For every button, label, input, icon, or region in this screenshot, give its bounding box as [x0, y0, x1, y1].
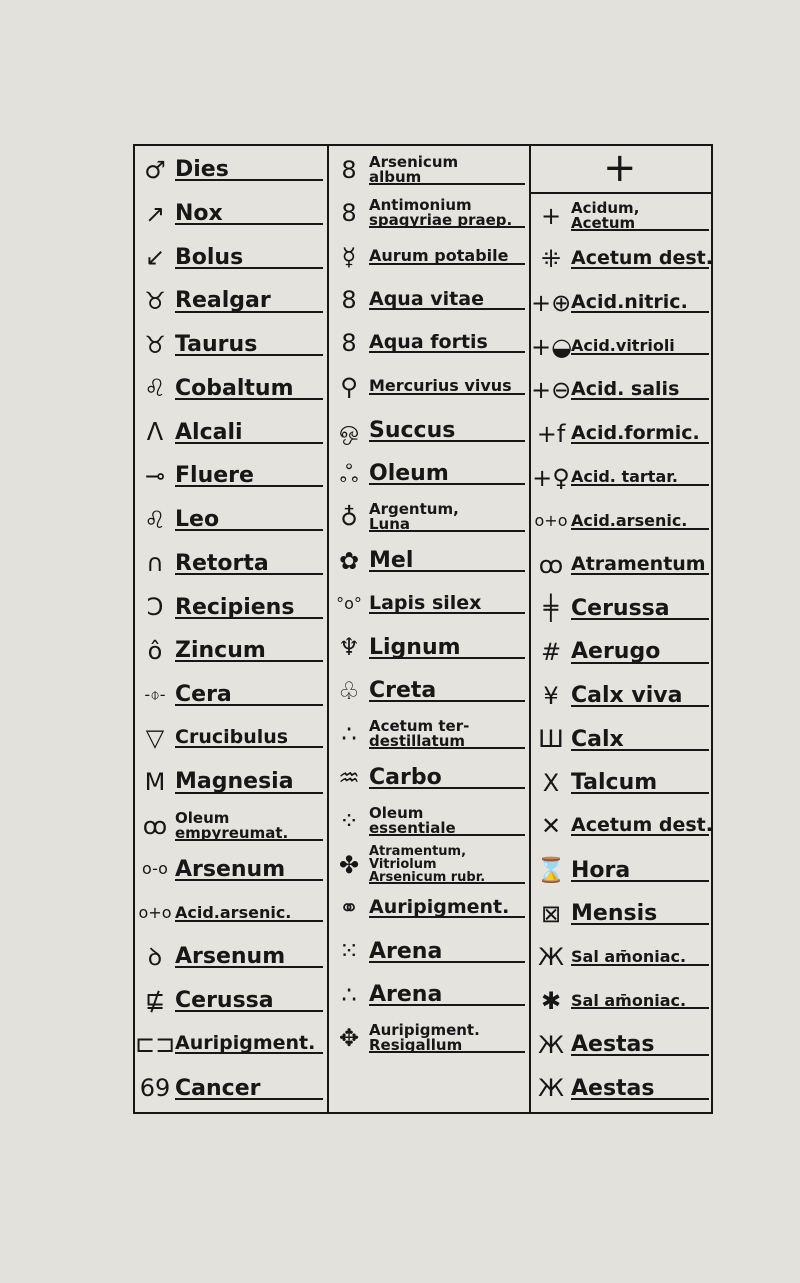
alchemical-symbol-icon: X: [542, 768, 560, 797]
symbol-meaning: [369, 766, 529, 789]
symbol-meaning: [369, 248, 529, 265]
symbol-row: [329, 235, 529, 278]
symbol-meaning: [175, 552, 327, 575]
meaning-line: Acetum: [571, 213, 636, 231]
symbol-row: [135, 804, 327, 848]
symbol-meaning: [571, 201, 713, 231]
symbol-row: [531, 717, 713, 761]
symbol-meaning: [175, 464, 327, 487]
symbol-meaning: [571, 338, 713, 355]
symbol-row: [531, 979, 713, 1023]
meaning-line: Acid.arsenic.: [175, 904, 292, 922]
symbol-row: [329, 799, 529, 842]
symbol-meaning: [175, 945, 327, 968]
symbol-column-3: [531, 146, 713, 1112]
alchemical-symbol-icon: ↗: [144, 199, 166, 228]
symbol-row: [531, 194, 713, 238]
alchemical-symbol-icon: ஒ: [338, 416, 360, 445]
symbol-meaning: [175, 858, 327, 881]
meaning-line: Cobaltum: [175, 376, 294, 401]
meaning-line: Leo: [175, 508, 220, 532]
symbol-meaning: [175, 289, 327, 312]
alchemical-symbol-icon: ♌: [144, 374, 166, 403]
meaning-line: Acidum,: [571, 200, 640, 217]
symbol-meaning: [175, 811, 327, 841]
meaning-line: Oleum: [369, 806, 424, 823]
symbol-row: [531, 674, 713, 718]
alchemical-symbol-icon: +⊖: [531, 376, 572, 405]
symbol-meaning: [571, 555, 713, 575]
symbol-meaning: [369, 594, 529, 614]
meaning-line: Aqua fortis: [369, 333, 488, 354]
alchemical-symbol-icon: ∴: [341, 720, 357, 749]
symbol-row: [135, 192, 327, 236]
symbol-meaning: [571, 469, 713, 486]
symbol-row: [531, 805, 713, 849]
meaning-line: Acid. tartar.: [571, 469, 678, 486]
meaning-line: Acid.vitrioli: [571, 338, 675, 356]
meaning-line: Bolus: [175, 245, 244, 269]
symbol-meaning: [571, 949, 713, 966]
symbol-column-2: [329, 146, 529, 1112]
meaning-line: Arsenicum rubr.: [369, 870, 486, 885]
symbol-meaning: [369, 462, 529, 485]
alchemical-symbol-icon: ♌: [144, 505, 166, 534]
symbol-row: [135, 716, 327, 760]
meaning-line: Arsenum: [175, 945, 286, 969]
symbol-row: [531, 281, 713, 325]
alchemical-symbol-icon: o-o: [142, 859, 168, 879]
alchemical-symbol-icon: ✤: [338, 850, 360, 879]
meaning-line: Mel: [369, 549, 414, 573]
meaning-line: Acetum ter-: [369, 719, 470, 736]
symbol-meaning: [175, 202, 327, 225]
meaning-line: Auripigment.: [369, 898, 510, 918]
alchemical-symbol-icon: ╪: [543, 594, 559, 623]
alchemical-symbol-icon: ▽: [145, 724, 165, 753]
meaning-line: Aestas: [571, 1076, 655, 1100]
meaning-line: destillatum: [369, 732, 466, 750]
symbol-row: [531, 368, 713, 412]
meaning-line: Recipiens: [175, 595, 295, 619]
alchemical-symbol-icon: ⁜: [540, 245, 562, 274]
symbol-meaning: [369, 419, 529, 442]
alchemical-symbol-icon: ஃ: [339, 459, 359, 488]
alchemical-symbol-icon: ♉: [144, 330, 166, 359]
meaning-line: Antimonium: [369, 198, 472, 215]
meaning-line: Resigallum: [369, 1036, 463, 1054]
symbol-meaning: [369, 719, 529, 749]
meaning-line: Vitriolum: [369, 857, 437, 873]
symbol-row: [329, 191, 529, 234]
meaning-line: Oleum: [369, 462, 449, 486]
alchemical-symbol-icon: ♁: [340, 503, 358, 532]
meaning-line: Calx: [571, 727, 624, 751]
meaning-line: Sal am̄oniac.: [571, 948, 687, 966]
meaning-line: Succus: [369, 418, 456, 442]
meaning-line: Argentum,: [369, 502, 459, 519]
alchemical-symbol-icon: ⁙: [338, 937, 360, 966]
alchemical-symbol-icon: Ж: [538, 1030, 564, 1059]
symbol-row: [135, 673, 327, 717]
alchemical-symbol-icon: 8: [341, 285, 357, 314]
alchemical-symbol-icon: ⋢: [144, 986, 166, 1015]
symbol-row: [329, 278, 529, 321]
alchemical-symbol-icon: 8: [341, 329, 357, 358]
symbol-row: [329, 148, 529, 191]
symbol-row: [135, 498, 327, 542]
symbol-meaning: [175, 989, 327, 1012]
symbol-meaning: [571, 771, 713, 794]
symbol-meaning: [571, 816, 713, 836]
symbol-meaning: [571, 1033, 713, 1056]
symbol-meaning: [571, 728, 713, 751]
symbol-row: [135, 585, 327, 629]
alchemical-symbol-icon: ⌛: [536, 856, 566, 885]
symbol-meaning: [369, 378, 529, 395]
meaning-line: Lignum: [369, 635, 461, 659]
symbol-meaning: [571, 424, 713, 444]
symbol-meaning: [369, 333, 529, 353]
symbol-meaning: [175, 1034, 327, 1054]
alchemical-symbol-icon: ∴: [341, 980, 357, 1009]
symbol-row: [329, 495, 529, 538]
alchemical-symbol-icon: ↙: [144, 243, 166, 272]
symbol-row: [135, 279, 327, 323]
symbol-row: [329, 582, 529, 625]
meaning-line: Arsenicum: [369, 154, 459, 171]
symbol-meaning: [571, 249, 713, 269]
alchemical-symbol-icon: ⊸: [144, 461, 166, 490]
symbol-meaning: [175, 377, 327, 400]
meaning-line: Aqua vitae: [369, 290, 484, 310]
meaning-line: Magnesia: [175, 770, 294, 794]
alchemical-symbol-icon: ¥: [543, 681, 559, 710]
meaning-line: Auripigment.: [369, 1023, 480, 1040]
symbol-row: [135, 760, 327, 804]
meaning-line: Acetum dest.: [571, 816, 713, 837]
symbol-meaning: [175, 333, 327, 356]
alchemical-symbol-icon: Ↄ: [146, 593, 164, 622]
symbol-row: [531, 761, 713, 805]
meaning-line: Nox: [175, 202, 223, 226]
alchemical-symbol-icon: 8: [341, 155, 357, 184]
symbol-column-1: [135, 146, 327, 1112]
meaning-line: Luna: [369, 515, 411, 533]
symbol-row: [531, 325, 713, 369]
meaning-line: Aerugo: [571, 640, 661, 664]
alchemical-symbol-icon: ✱: [540, 986, 562, 1015]
symbol-row: [329, 1017, 529, 1060]
symbol-meaning: [175, 421, 327, 444]
symbol-row: [329, 452, 529, 495]
symbol-meaning: [175, 683, 327, 706]
meaning-line: empyreumat.: [175, 823, 289, 841]
meaning-line: Calx viva: [571, 684, 683, 708]
symbol-row: [531, 456, 713, 500]
symbol-row: [329, 973, 529, 1016]
alchemical-symbol-icon: 8: [341, 199, 357, 228]
symbol-meaning: [175, 770, 327, 793]
symbol-row: [135, 935, 327, 979]
alchemical-symbol-icon: ☿: [341, 242, 357, 271]
alchemical-symbol-icon: ⚲: [340, 372, 358, 401]
alchemical-symbols-table: [133, 144, 713, 1114]
symbol-meaning: [175, 905, 327, 922]
symbol-meaning: [369, 502, 529, 532]
symbol-row: [531, 543, 713, 587]
meaning-line: Auripigment.: [175, 1034, 316, 1055]
meaning-line: Cera: [175, 683, 232, 707]
symbol-row: [531, 499, 713, 543]
symbol-meaning: [571, 513, 713, 530]
symbol-meaning: [175, 728, 327, 748]
meaning-line: Retorta: [175, 551, 269, 575]
meaning-line: Acid.formic.: [571, 423, 700, 444]
meaning-line: Atramentum: [571, 554, 706, 575]
symbol-row: [135, 1023, 327, 1067]
alchemical-symbol-icon: +⊕: [531, 289, 572, 318]
symbol-meaning: [571, 684, 713, 707]
alchemical-symbol-icon: ✕: [540, 812, 562, 841]
symbol-meaning: [571, 597, 713, 620]
symbol-meaning: [369, 679, 529, 702]
symbol-row: [135, 323, 327, 367]
meaning-line: Cancer: [175, 1076, 261, 1100]
symbol-row: [135, 148, 327, 192]
alchemical-symbol-icon: ô: [147, 636, 163, 665]
symbol-row: [531, 412, 713, 456]
alchemical-symbol-icon: ⁘: [338, 807, 360, 836]
alchemical-symbol-icon: 69: [139, 1074, 171, 1103]
symbol-meaning: [369, 549, 529, 572]
symbol-meaning: [571, 859, 713, 882]
alchemical-symbol-icon: ꝏ: [538, 550, 564, 579]
alchemical-symbol-icon: ꝺ: [147, 942, 163, 971]
meaning-line: Atramentum,: [369, 845, 467, 860]
symbol-row: [135, 629, 327, 673]
symbol-meaning: [369, 940, 529, 963]
symbol-row: [135, 235, 327, 279]
meaning-line: album: [369, 167, 422, 185]
symbol-row: [329, 756, 529, 799]
alchemical-symbol-icon: ♒: [338, 763, 360, 792]
meaning-line: Creta: [369, 679, 437, 703]
meaning-line: Lapis silex: [369, 594, 482, 614]
meaning-line: Aurum potabile: [369, 248, 509, 265]
alchemical-symbol-icon: ♆: [338, 633, 360, 662]
meaning-line: Acid.arsenic.: [571, 512, 688, 530]
symbol-row: [531, 1066, 713, 1110]
meaning-line: spagyriae praep.: [369, 211, 513, 229]
symbol-row: [531, 936, 713, 980]
symbol-row: [531, 630, 713, 674]
symbol-meaning: [175, 158, 327, 181]
symbol-row: [135, 542, 327, 586]
symbol-row: [135, 979, 327, 1023]
meaning-line: Fluere: [175, 464, 254, 488]
alchemical-symbol-icon: -⌽-: [144, 684, 166, 704]
alchemical-symbol-icon: ⊠: [540, 899, 562, 928]
meaning-line: Alcali: [175, 420, 243, 444]
meaning-line: Cerussa: [175, 989, 274, 1013]
meaning-line: Oleum: [175, 810, 230, 827]
meaning-line: essentiale: [369, 819, 456, 837]
symbol-meaning: [571, 902, 713, 925]
alchemical-symbol-icon: ∩: [146, 549, 164, 578]
symbol-row: [135, 1066, 327, 1110]
alchemical-symbol-icon: o+o: [138, 903, 172, 923]
meaning-line: Dies: [175, 158, 229, 182]
alchemical-symbol-icon: +f: [536, 419, 566, 448]
symbol-row: [135, 891, 327, 935]
meaning-line: Acid.nitric.: [571, 293, 688, 313]
meaning-line: Realgar: [175, 289, 271, 313]
symbol-row: [329, 322, 529, 365]
plus-symbol: +: [603, 145, 637, 191]
alchemical-symbol-icon: +♀: [532, 463, 570, 492]
alchemical-symbol-icon: M: [144, 768, 166, 797]
symbol-meaning: [369, 290, 529, 310]
alchemical-symbol-icon: o+o: [534, 511, 568, 531]
meaning-line: Mensis: [571, 902, 658, 926]
meaning-line: Talcum: [571, 771, 658, 795]
symbol-meaning: [369, 155, 529, 185]
meaning-line: Crucibulus: [175, 728, 289, 749]
symbol-row: [329, 365, 529, 408]
meaning-line: Acetum dest.: [571, 249, 713, 270]
alchemical-symbol-icon: ♧: [338, 676, 360, 705]
symbol-row: [329, 626, 529, 669]
symbol-meaning: [369, 983, 529, 1006]
alchemical-symbol-icon: #: [540, 637, 562, 666]
meaning-line: Aestas: [571, 1033, 655, 1057]
alchemical-symbol-icon: Ш: [538, 725, 564, 754]
meaning-line: Zincum: [175, 639, 266, 663]
symbol-meaning: [571, 380, 713, 400]
symbol-meaning: [175, 596, 327, 619]
symbol-row: [329, 539, 529, 582]
symbol-meaning: [571, 640, 713, 663]
alchemical-symbol-icon: Ж: [538, 1074, 564, 1103]
alchemical-symbol-icon: ⚭: [338, 893, 360, 922]
alchemical-symbol-icon: Ж: [538, 943, 564, 972]
symbol-meaning: [369, 636, 529, 659]
alchemical-symbol-icon: +: [540, 201, 562, 230]
meaning-line: Arena: [369, 983, 443, 1007]
symbol-row: [531, 587, 713, 631]
symbol-row: [135, 454, 327, 498]
alchemical-symbol-icon: °o°: [336, 593, 362, 613]
alchemical-symbol-icon: ᐱ: [146, 418, 164, 447]
symbol-row: [329, 409, 529, 452]
symbol-meaning: [369, 198, 529, 228]
meaning-line: Sal am̄oniac.: [571, 992, 687, 1010]
symbol-meaning: [369, 898, 529, 918]
alchemical-symbol-icon: ✿: [338, 546, 360, 575]
symbol-row: [531, 848, 713, 892]
symbol-meaning: [571, 993, 713, 1010]
symbol-row: [531, 892, 713, 936]
symbol-meaning: [571, 1077, 713, 1100]
symbol-meaning: [571, 293, 713, 313]
symbol-row: [531, 238, 713, 282]
symbol-row: [329, 930, 529, 973]
symbol-row: [329, 886, 529, 929]
symbol-row: [329, 669, 529, 712]
symbol-meaning: [369, 845, 529, 884]
meaning-line: Carbo: [369, 766, 442, 790]
meaning-line: Cerussa: [571, 596, 670, 620]
alchemical-symbol-icon: ✥: [338, 1024, 360, 1053]
symbol-meaning: [175, 508, 327, 531]
symbol-row: [531, 1023, 713, 1067]
symbol-row: [135, 848, 327, 892]
alchemical-symbol-icon: ♂: [144, 155, 166, 184]
alchemical-symbol-icon: +◒: [531, 332, 573, 361]
meaning-line: Arena: [369, 939, 443, 963]
symbol-meaning: [175, 639, 327, 662]
symbol-row: [135, 410, 327, 454]
symbol-meaning: [175, 1077, 327, 1100]
alchemical-symbol-icon: ⊏⊐: [135, 1030, 176, 1059]
meaning-line: Hora: [571, 858, 631, 882]
meaning-line: Mercurius vivus: [369, 378, 512, 396]
meaning-line: Acid. salis: [571, 380, 680, 401]
meaning-line: Taurus: [175, 333, 258, 357]
symbol-row: [135, 367, 327, 411]
symbol-meaning: [369, 1023, 529, 1053]
symbol-row: [329, 713, 529, 756]
symbol-row: [329, 843, 529, 886]
alchemical-symbol-icon: ♉: [144, 287, 166, 316]
symbol-meaning: [175, 246, 327, 269]
meaning-line: Arsenum: [175, 857, 286, 882]
symbol-meaning: [369, 806, 529, 836]
alchemical-symbol-icon: ꝏ: [142, 811, 168, 840]
